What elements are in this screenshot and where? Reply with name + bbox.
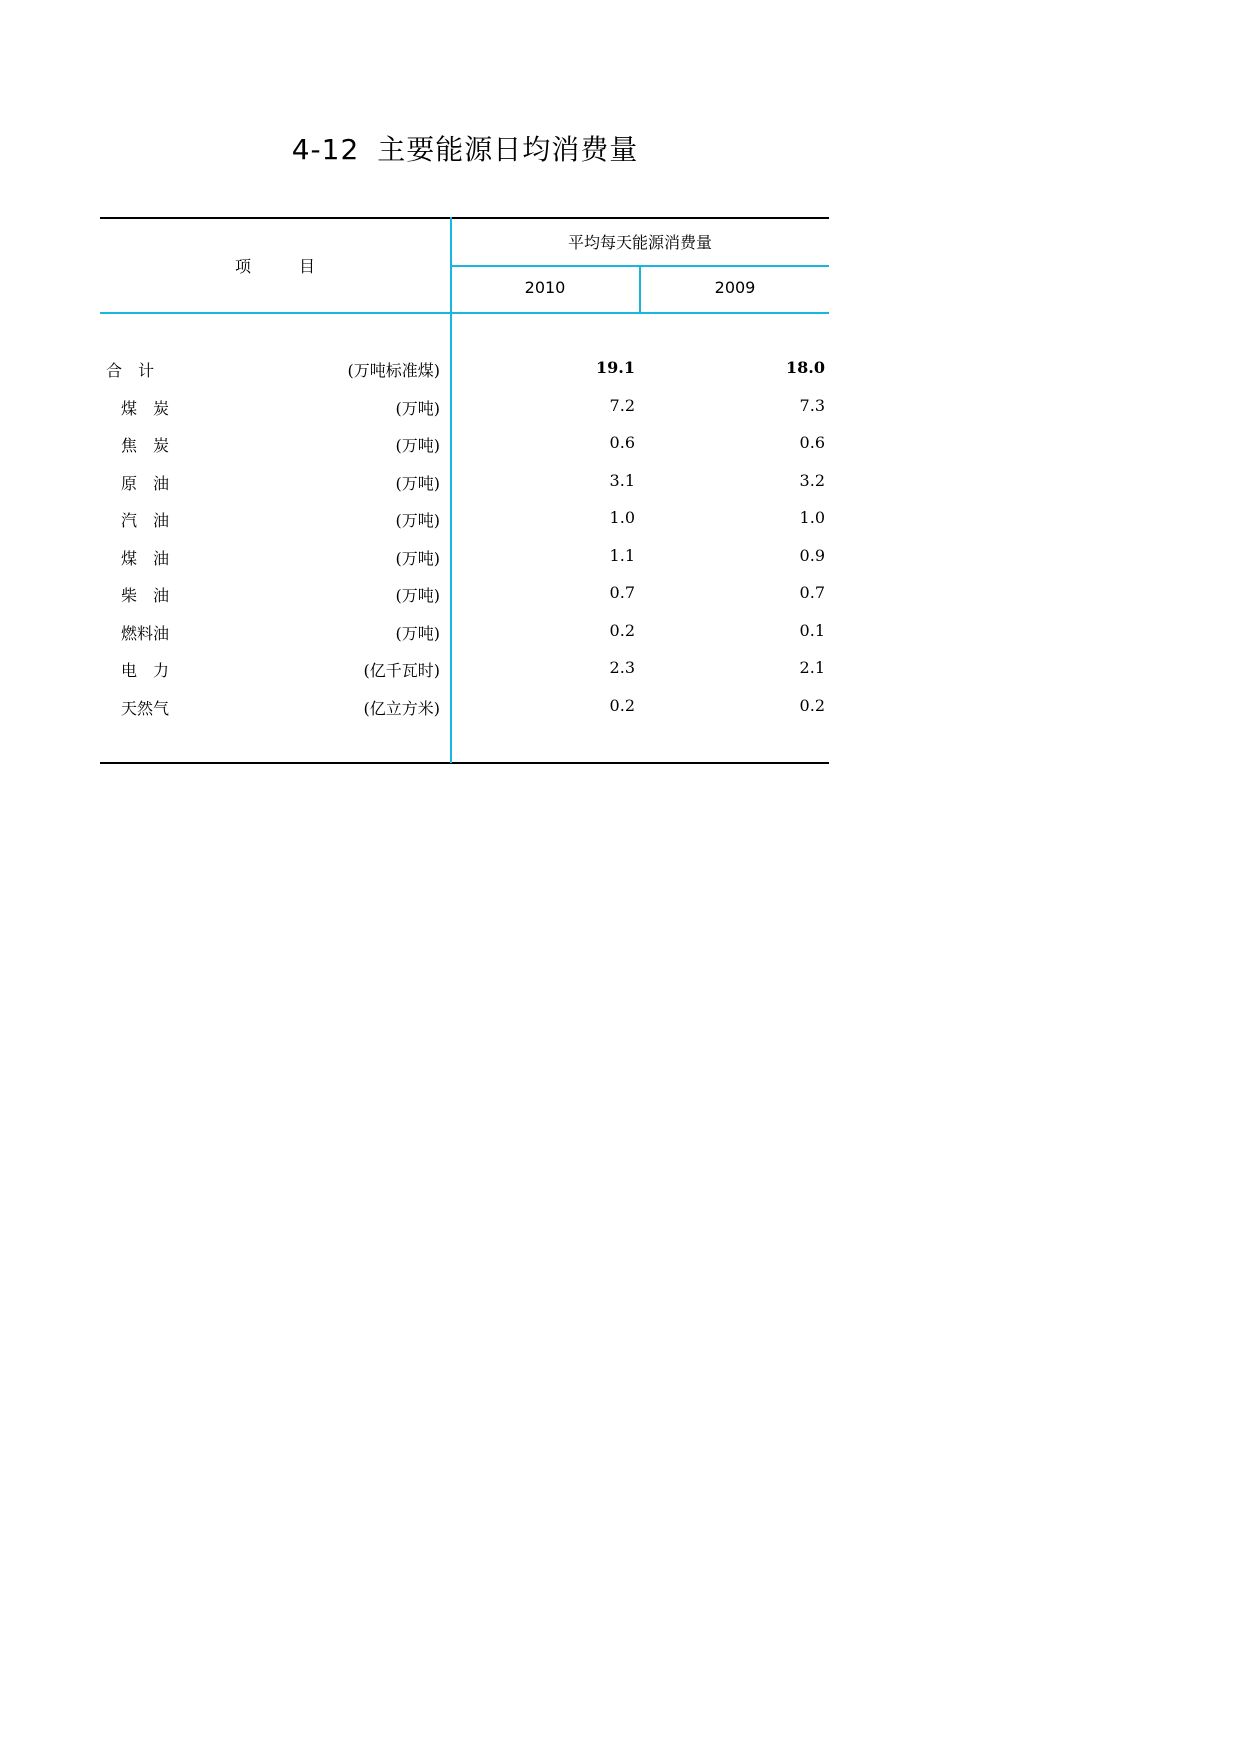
value-2009: 2.1 xyxy=(799,658,825,677)
row-unit: (亿千瓦时) xyxy=(363,661,440,680)
row-unit: (万吨) xyxy=(395,548,440,568)
row-unit: (万吨) xyxy=(395,473,440,493)
row-name: 合 计 xyxy=(106,361,155,380)
table-top-rule xyxy=(100,217,829,219)
value-2010: 2.3 xyxy=(609,658,635,677)
value-2009: 3.2 xyxy=(799,470,825,490)
table-row xyxy=(0,358,1240,388)
value-2009: 18.0 xyxy=(786,358,825,377)
header-group: 平均每天能源消费量 xyxy=(567,233,712,252)
value-2010: 1.0 xyxy=(609,508,635,527)
value-2010: 0.7 xyxy=(609,583,635,602)
table-number: 4-12 xyxy=(291,133,360,166)
row-name: 煤 炭 xyxy=(121,398,170,418)
table-row xyxy=(0,396,1240,426)
row-name: 煤 油 xyxy=(121,548,170,568)
value-2010: 7.2 xyxy=(609,395,635,415)
table-row xyxy=(0,433,1240,463)
header-year-2010: 2010 xyxy=(524,278,566,297)
value-2010: 0.2 xyxy=(609,620,635,640)
page-title xyxy=(0,128,930,168)
table-row xyxy=(0,658,1240,688)
row-name: 天然气 xyxy=(121,698,170,718)
row-name: 原 油 xyxy=(121,473,170,493)
value-2010: 19.1 xyxy=(596,358,635,377)
value-2010: 3.1 xyxy=(609,470,635,490)
row-unit: (万吨) xyxy=(395,623,440,643)
row-name: 电 力 xyxy=(121,661,170,680)
value-2009: 0.7 xyxy=(799,583,825,602)
value-2009: 0.2 xyxy=(799,695,825,715)
row-unit: (万吨标准煤) xyxy=(347,361,440,380)
row-name: 汽 油 xyxy=(121,511,170,530)
value-2009: 1.0 xyxy=(799,508,825,527)
table-row xyxy=(0,546,1240,576)
value-2009: 0.1 xyxy=(799,620,825,640)
table-bottom-rule xyxy=(100,762,829,764)
header-item: 项 目 xyxy=(234,257,315,276)
table-title: 主要能源日均消费量 xyxy=(377,133,639,166)
header-year-2009: 2009 xyxy=(714,278,756,297)
table-row xyxy=(0,508,1240,538)
row-name: 燃料油 xyxy=(121,623,170,643)
table-row xyxy=(0,696,1240,726)
row-name: 焦 炭 xyxy=(121,436,170,455)
value-2010: 1.1 xyxy=(609,545,635,565)
value-2009: 7.3 xyxy=(799,395,825,415)
value-2009: 0.6 xyxy=(799,433,825,452)
header-bottom-rule xyxy=(100,312,829,314)
value-2010: 0.2 xyxy=(609,695,635,715)
table-row xyxy=(0,621,1240,651)
row-unit: (万吨) xyxy=(395,586,440,605)
table-row xyxy=(0,583,1240,613)
row-unit: (万吨) xyxy=(395,511,440,530)
row-unit: (万吨) xyxy=(395,436,440,455)
table-row xyxy=(0,471,1240,501)
row-unit: (万吨) xyxy=(395,398,440,418)
value-2010: 0.6 xyxy=(609,433,635,452)
row-name: 柴 油 xyxy=(121,586,170,605)
row-unit: (亿立方米) xyxy=(363,698,440,718)
value-2009: 0.9 xyxy=(799,545,825,565)
